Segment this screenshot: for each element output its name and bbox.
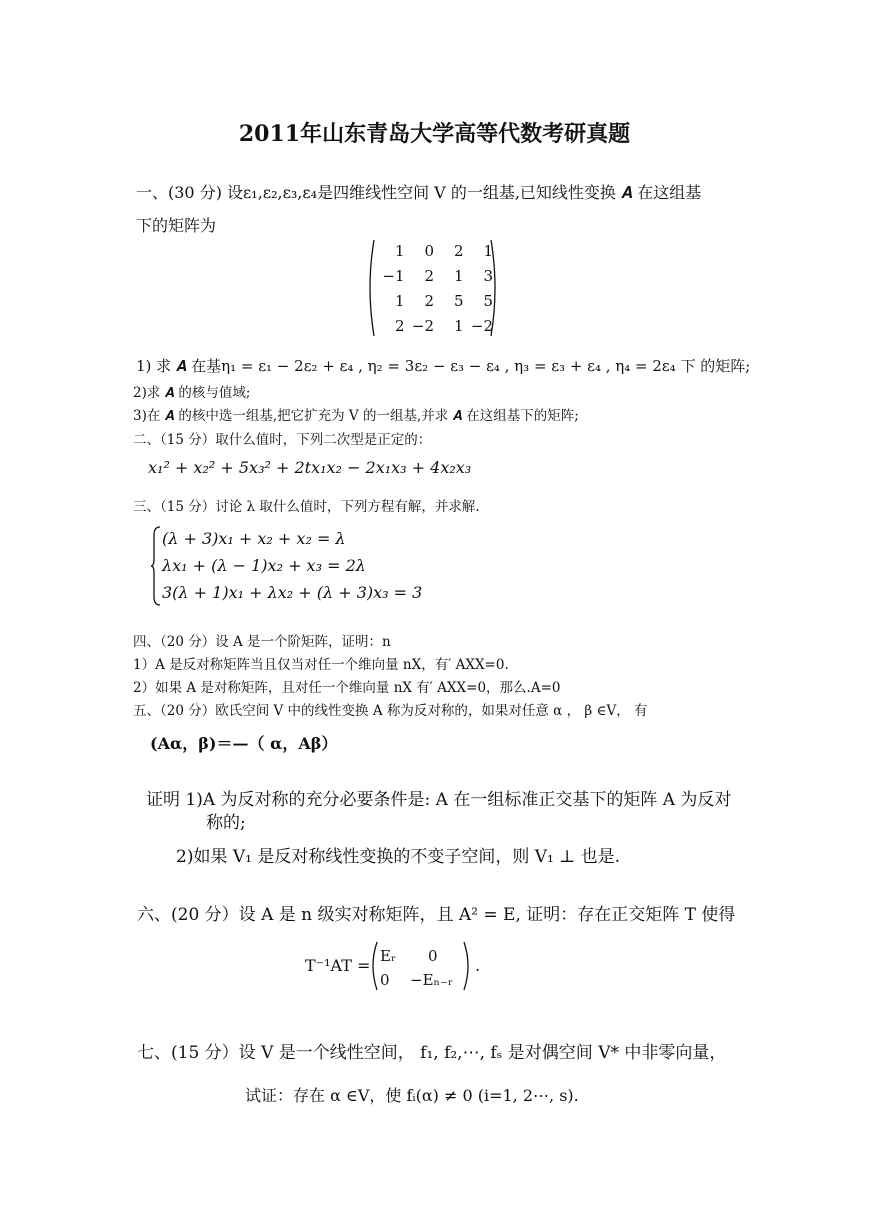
matrix-row	[375, 288, 493, 313]
q5-proof1-line2: 称的;	[206, 813, 246, 833]
matrix-cell: 5	[453, 291, 464, 310]
matrix-row	[380, 968, 470, 992]
matrix-cell: −Eₙ₋ᵣ	[410, 971, 454, 989]
q1-part1: 1) 求 𝑨 在基η₁ = ε₁ − 2ε₂ + ε₄ , η₂ = 3ε₂ − ε₃ − ε₄ , η₃ = ε₃ + ε₄ , η₄ = 2ε₄ 下 的矩阵;	[136, 357, 751, 375]
matrix-row	[375, 238, 493, 263]
matrix-cell: 1	[394, 291, 405, 310]
q4-part2: 2）如果 A 是对称矩阵，且对任一个维向量 nX 有′ AXX=0，那么.A=0	[133, 680, 561, 696]
matrix-cell: 2	[453, 241, 464, 260]
q6-lhs: T⁻¹AT =	[305, 956, 371, 975]
matrix-cell: 0	[424, 241, 434, 260]
matrix-cell: −2	[411, 316, 434, 335]
matrix-cell: 1	[394, 241, 405, 260]
q1-matrix	[365, 238, 500, 338]
matrix-cell: 0	[380, 971, 390, 989]
equation-line: λx₁ + (λ − 1)x₂ + x₃ = 2λ	[162, 556, 366, 575]
q6-intro: 六、(20 分）设 A 是 n 级实对称矩阵，且 A² = E, 证明：存在正交矩阵 T 使得	[137, 905, 736, 925]
matrix-row	[380, 944, 470, 968]
q2-intro: 二、（15 分）取什么值时，下列二次型是正定的：	[133, 432, 432, 448]
q7-claim: 试证：存在 α ∈V，使 fᵢ(α) ≠ 0 (i=1, 2⋯, s).	[245, 1086, 579, 1105]
matrix-row	[375, 263, 493, 288]
matrix-cell: 3	[483, 266, 493, 285]
matrix-cell: −1	[382, 266, 405, 285]
q5-proof2: 2)如果 V₁ 是反对称线性变换的不变子空间，则 V₁ ⊥ 也是.	[176, 847, 621, 867]
matrix-cell: 2	[424, 266, 434, 285]
matrix-cell: 5	[483, 291, 493, 310]
q5-formula: (Aα，β)＝—（ α，Aβ）	[150, 734, 338, 753]
q1-intro-line1: 一、(30 分) 设ε₁,ε₂,ε₃,ε₄是四维线性空间 V 的一组基,已知线性变换 𝑨 在这组基	[136, 183, 702, 202]
equation-line: (λ + 3)x₁ + x₂ + x₂ = λ	[162, 529, 346, 548]
matrix-cell: 1	[453, 266, 464, 285]
q2-quadratic-form: x₁² + x₂² + 5x₃² + 2tx₁x₂ − 2x₁x₃ + 4x₂x₃	[148, 458, 472, 477]
q7-intro: 七、(15 分）设 V 是一个线性空间， f₁, f₂,⋯, fₛ 是对偶空间 V* 中非零向量，	[137, 1043, 727, 1063]
q4-part1: 1）A 是反对称矩阵当且仅当对任一个维向量 nX，有′ AXX=0.	[133, 657, 509, 673]
matrix-cell: 2	[424, 291, 434, 310]
matrix-cell: 2	[394, 316, 405, 335]
matrix-cell: 0	[428, 947, 438, 965]
q3-intro: 三、（15 分）讨论 λ 取什么值时，下列方程有解，并求解.	[133, 499, 480, 515]
q6-period: .	[475, 956, 481, 975]
matrix-cell: 1	[483, 241, 493, 260]
matrix-cell: −2	[470, 316, 493, 335]
q1-intro-line2: 下的矩阵为	[136, 216, 217, 235]
q5-intro: 五、（20 分）欧氏空间 V 中的线性变换 A 称为反对称的，如果对任意 α ， β ∈V， 有	[133, 703, 648, 719]
q4-intro: 四、（20 分）设 A 是一个阶矩阵，证明：n	[133, 634, 391, 650]
matrix-cell: 1	[453, 316, 464, 335]
q1-part3: 3)在 𝑨 的核中选一组基,把它扩充为 V 的一组基,并求 𝑨 在这组基下的矩阵;	[133, 408, 579, 424]
matrix-row	[375, 313, 493, 338]
page-title: 2011年山东青岛大学高等代数考研真题	[238, 121, 631, 147]
matrix-cell: Eᵣ	[380, 947, 397, 965]
equation-line: 3(λ + 1)x₁ + λx₂ + (λ + 3)x₃ = 3	[162, 583, 423, 602]
left-brace-icon	[150, 525, 162, 607]
q5-proof1-line1: 证明 1)A 为反对称的充分必要条件是: A 在一组标准正交基下的矩阵 A 为反对	[146, 790, 732, 810]
q1-part2: 2)求 𝑨 的核与值域;	[133, 385, 251, 401]
